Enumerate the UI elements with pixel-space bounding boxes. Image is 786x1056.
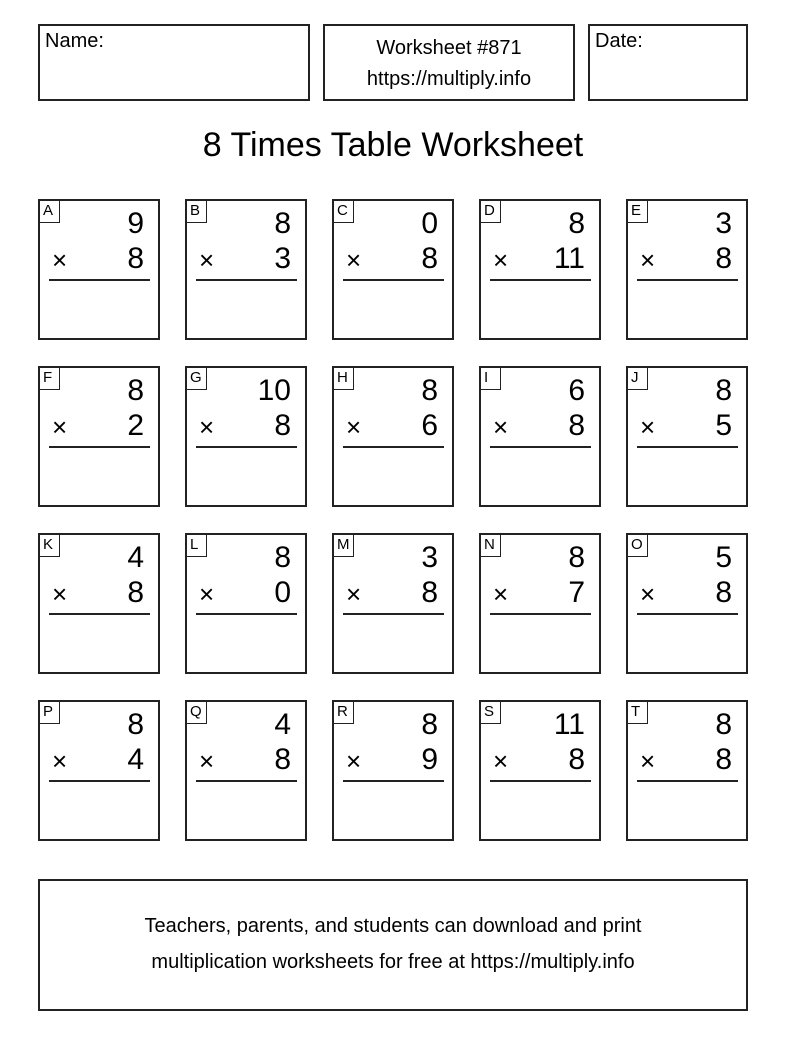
- answer-line: [490, 279, 591, 281]
- problem-card-r: [332, 700, 454, 841]
- problem-card-h: [332, 366, 454, 507]
- problem-card-t: [626, 700, 748, 841]
- answer-line: [490, 446, 591, 448]
- problem-letter: I: [481, 368, 501, 390]
- bottom-number: 6: [421, 409, 438, 442]
- problem-letter: L: [187, 535, 207, 557]
- bottom-number: 8: [421, 576, 438, 609]
- worksheet-title: 8 Times Table Worksheet: [202, 126, 584, 164]
- multiply-sign: ×: [640, 746, 656, 776]
- answer-line: [637, 446, 738, 448]
- problem-card-b: [185, 199, 307, 340]
- date-field-box: [588, 24, 748, 101]
- problem-letter: B: [187, 201, 207, 223]
- problem-letter: A: [40, 201, 60, 223]
- multiply-sign: ×: [52, 579, 68, 609]
- problem-card-s: [479, 700, 601, 841]
- problem-letter: S: [481, 702, 501, 724]
- bottom-number: 8: [568, 409, 585, 442]
- problem-letter: P: [40, 702, 60, 724]
- multiply-sign: ×: [346, 245, 362, 275]
- top-number: 8: [127, 708, 144, 741]
- problem-card-a: [38, 199, 160, 340]
- answer-line: [637, 780, 738, 782]
- problem-letter: Q: [187, 702, 207, 724]
- name-field-box: [38, 24, 310, 101]
- problem-letter: F: [40, 368, 60, 390]
- problem-letter: N: [481, 535, 501, 557]
- answer-line: [343, 780, 444, 782]
- top-number: 10: [257, 374, 291, 407]
- top-number: 8: [715, 708, 732, 741]
- answer-line: [343, 279, 444, 281]
- answer-line: [637, 613, 738, 615]
- answer-line: [196, 279, 297, 281]
- multiply-sign: ×: [199, 746, 215, 776]
- answer-line: [196, 446, 297, 448]
- bottom-number: 11: [553, 242, 585, 275]
- answer-line: [490, 613, 591, 615]
- problem-letter: M: [334, 535, 354, 557]
- problem-card-c: [332, 199, 454, 340]
- problem-letter: O: [628, 535, 648, 557]
- problem-letter: K: [40, 535, 60, 557]
- top-number: 11: [553, 708, 585, 741]
- top-number: 0: [421, 207, 438, 240]
- top-number: 8: [568, 541, 585, 574]
- multiply-sign: ×: [52, 746, 68, 776]
- footer-line-2: multiplication worksheets for free at https://multiply.info: [151, 951, 635, 973]
- multiply-sign: ×: [346, 746, 362, 776]
- problem-card-l: [185, 533, 307, 674]
- top-number: 8: [274, 207, 291, 240]
- multiply-sign: ×: [640, 412, 656, 442]
- problem-card-e: [626, 199, 748, 340]
- top-number: 4: [274, 708, 291, 741]
- worksheet-info-box: [323, 24, 575, 101]
- top-number: 5: [715, 541, 732, 574]
- worksheet-number: Worksheet #871: [376, 37, 522, 59]
- bottom-number: 5: [715, 409, 732, 442]
- top-number: 6: [568, 374, 585, 407]
- problem-card-p: [38, 700, 160, 841]
- top-number: 9: [127, 207, 144, 240]
- bottom-number: 8: [421, 242, 438, 275]
- problem-card-k: [38, 533, 160, 674]
- answer-line: [49, 780, 150, 782]
- top-number: 8: [127, 374, 144, 407]
- problem-letter: E: [628, 201, 648, 223]
- bottom-number: 0: [274, 576, 291, 609]
- answer-line: [343, 613, 444, 615]
- top-number: 8: [274, 541, 291, 574]
- top-number: 8: [421, 708, 438, 741]
- website-url: https://multiply.info: [366, 68, 532, 90]
- problem-letter: G: [187, 368, 207, 390]
- answer-line: [196, 613, 297, 615]
- top-number: 4: [127, 541, 144, 574]
- answer-line: [343, 446, 444, 448]
- bottom-number: 8: [127, 576, 144, 609]
- problem-letter: H: [334, 368, 354, 390]
- bottom-number: 8: [715, 576, 732, 609]
- top-number: 8: [715, 374, 732, 407]
- answer-line: [49, 446, 150, 448]
- problem-card-g: [185, 366, 307, 507]
- multiply-sign: ×: [199, 579, 215, 609]
- bottom-number: 8: [568, 743, 585, 776]
- problem-letter: R: [334, 702, 354, 724]
- bottom-number: 4: [127, 743, 144, 776]
- multiply-sign: ×: [346, 412, 362, 442]
- multiply-sign: ×: [493, 746, 509, 776]
- bottom-number: 7: [568, 576, 585, 609]
- bottom-number: 8: [274, 409, 291, 442]
- top-number: 8: [568, 207, 585, 240]
- multiply-sign: ×: [52, 245, 68, 275]
- bottom-number: 9: [421, 743, 438, 776]
- multiply-sign: ×: [52, 412, 68, 442]
- multiply-sign: ×: [493, 579, 509, 609]
- name-label: Name:: [45, 30, 104, 52]
- problem-card-q: [185, 700, 307, 841]
- bottom-number: 8: [127, 242, 144, 275]
- multiply-sign: ×: [199, 412, 215, 442]
- problem-card-f: [38, 366, 160, 507]
- answer-line: [196, 780, 297, 782]
- date-label: Date:: [595, 30, 643, 52]
- problem-card-i: [479, 366, 601, 507]
- answer-line: [637, 279, 738, 281]
- bottom-number: 8: [715, 743, 732, 776]
- problem-letter: C: [334, 201, 354, 223]
- multiply-sign: ×: [640, 245, 656, 275]
- problem-card-n: [479, 533, 601, 674]
- problem-letter: T: [628, 702, 648, 724]
- problem-letter: J: [628, 368, 648, 390]
- answer-line: [490, 780, 591, 782]
- bottom-number: 8: [274, 743, 291, 776]
- multiply-sign: ×: [346, 579, 362, 609]
- multiply-sign: ×: [493, 245, 509, 275]
- answer-line: [49, 613, 150, 615]
- footer-box: [38, 879, 748, 1011]
- multiply-sign: ×: [199, 245, 215, 275]
- top-number: 8: [421, 374, 438, 407]
- answer-line: [49, 279, 150, 281]
- problem-card-m: [332, 533, 454, 674]
- bottom-number: 2: [127, 409, 144, 442]
- top-number: 3: [715, 207, 732, 240]
- top-number: 3: [421, 541, 438, 574]
- problem-card-o: [626, 533, 748, 674]
- problem-letter: D: [481, 201, 501, 223]
- problem-card-j: [626, 366, 748, 507]
- multiply-sign: ×: [493, 412, 509, 442]
- bottom-number: 8: [715, 242, 732, 275]
- bottom-number: 3: [274, 242, 291, 275]
- footer-line-1: Teachers, parents, and students can download and print: [144, 915, 642, 937]
- problem-card-d: [479, 199, 601, 340]
- multiply-sign: ×: [640, 579, 656, 609]
